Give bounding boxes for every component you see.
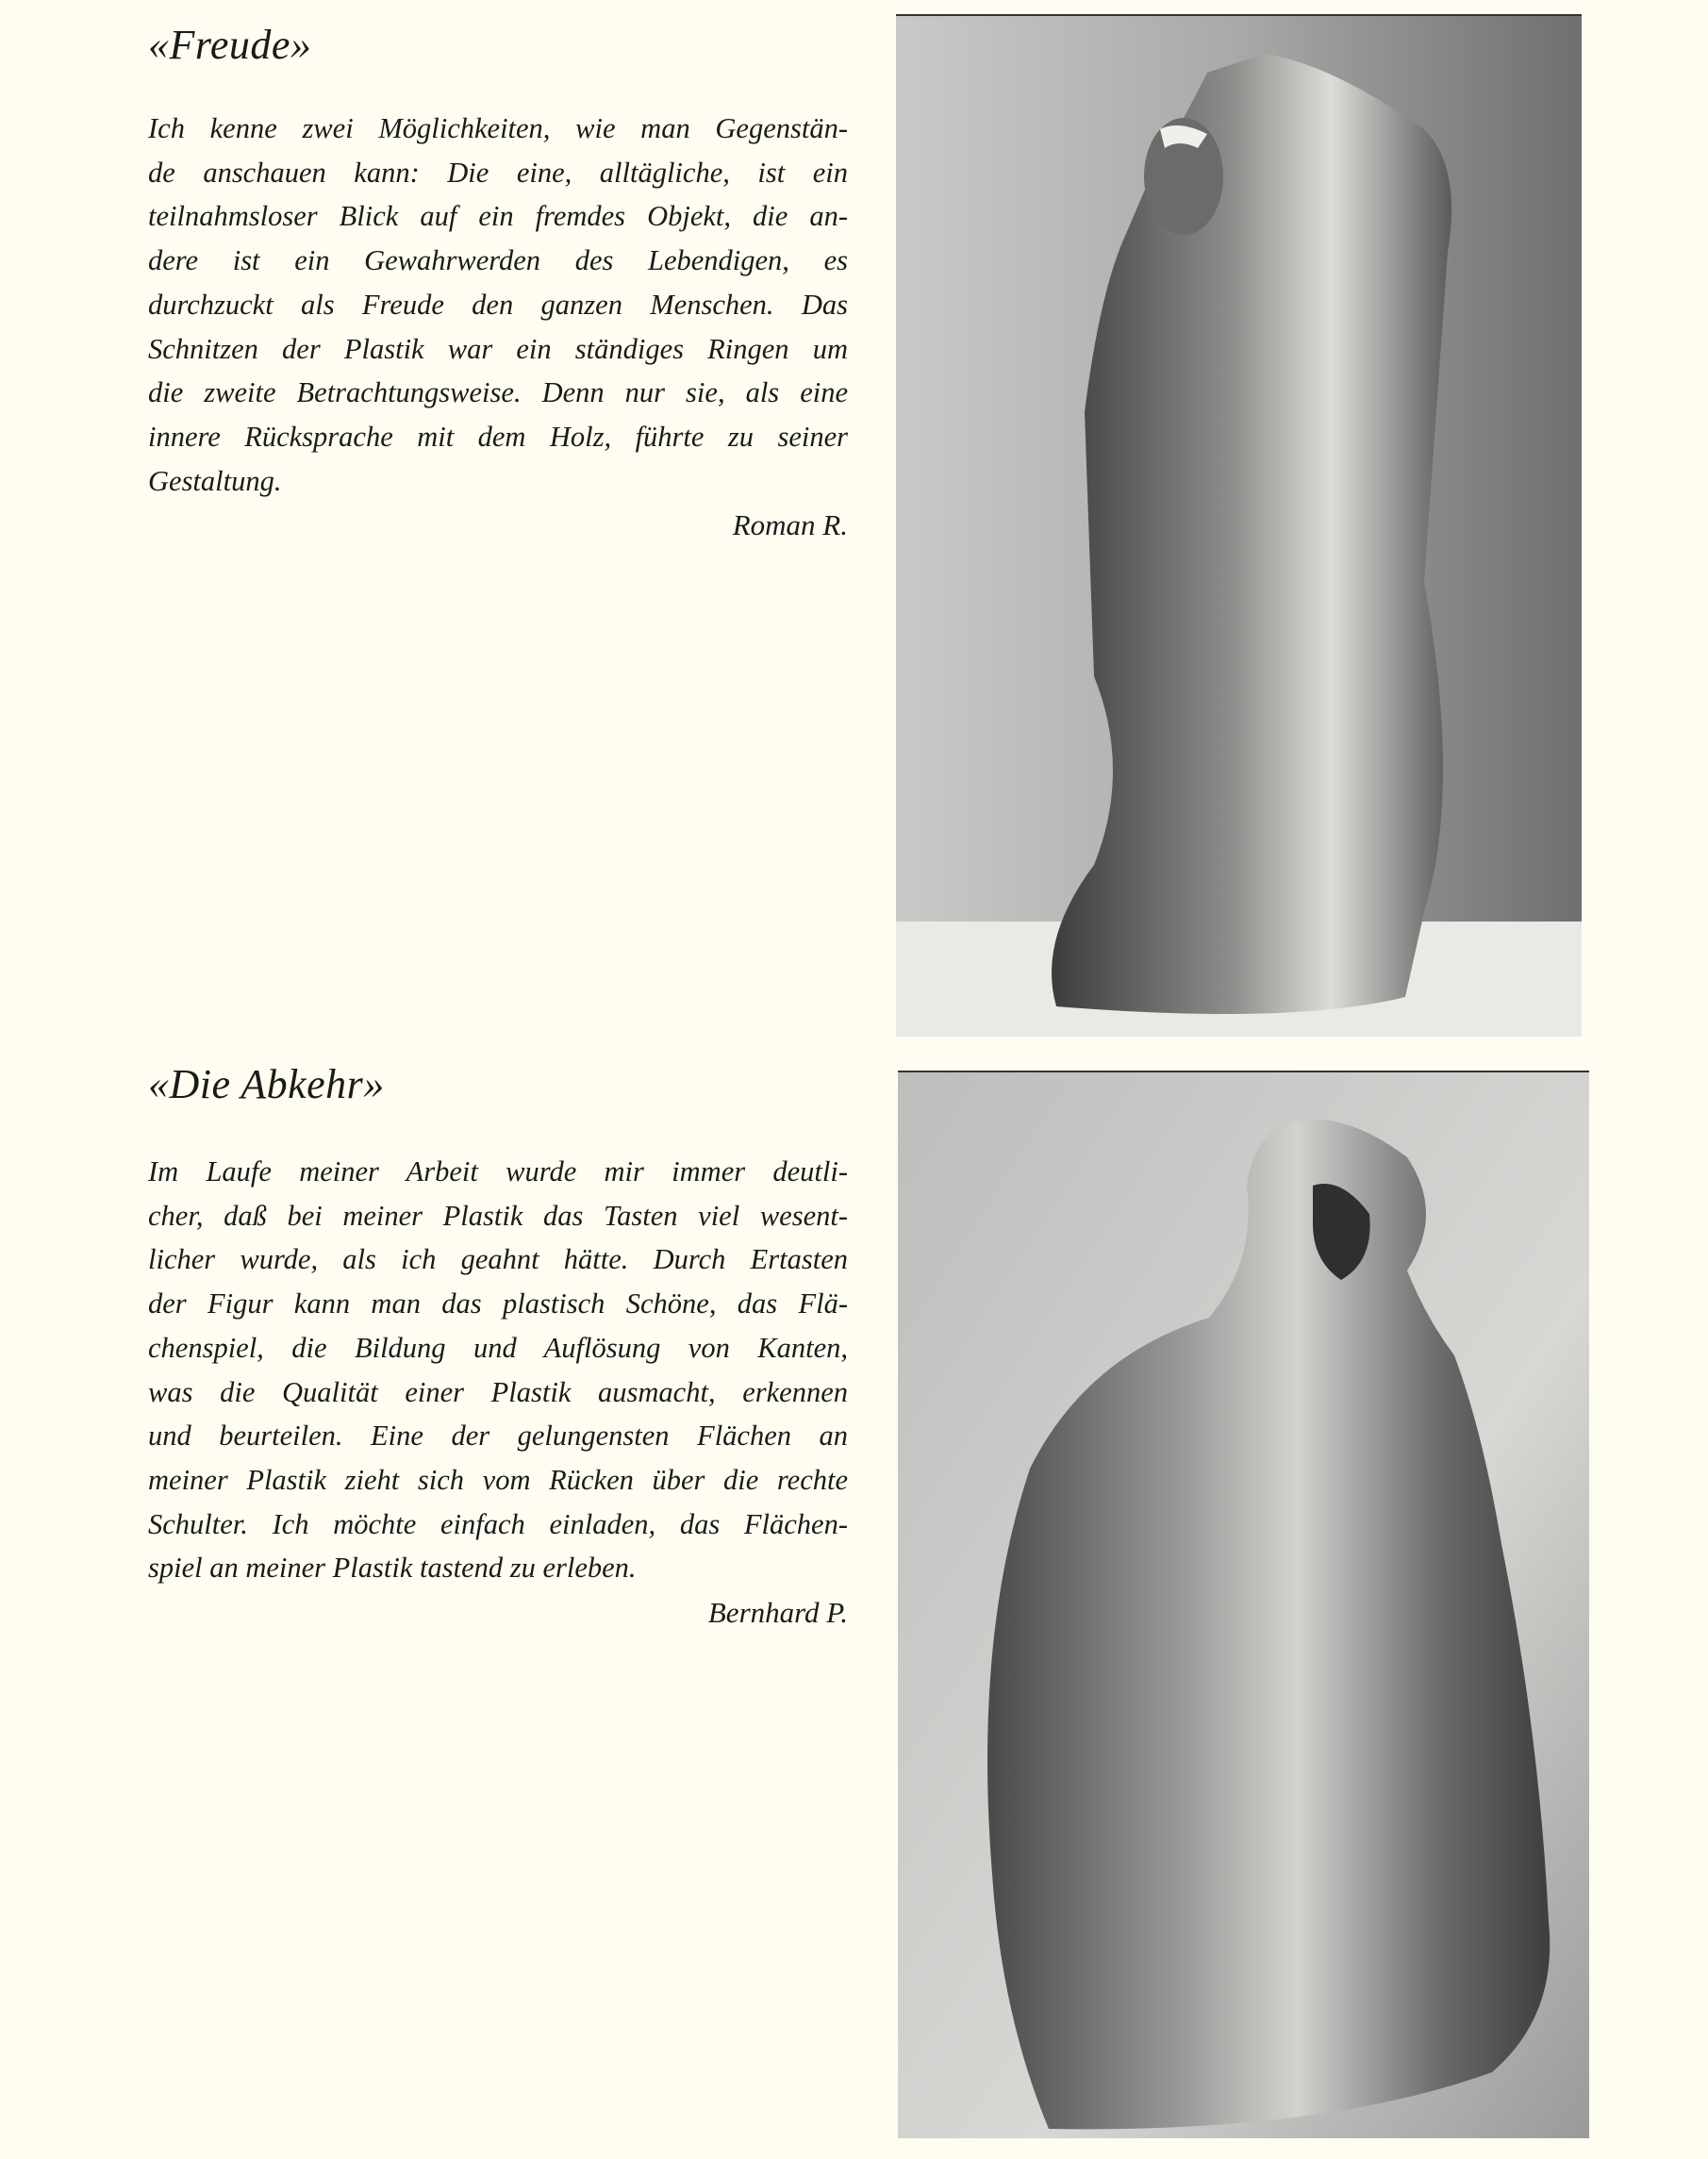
body-line: teilnahmsloser Blick auf ein fremdes Objekt, die an- — [148, 200, 848, 233]
body-line: chenspiel, die Bildung und Auflösung von Kanten, — [148, 1331, 848, 1364]
section-title: «Freude» — [148, 22, 312, 68]
body-line: innere Rücksprache mit dem Holz, führte zu seiner — [148, 420, 848, 453]
sculpture-image — [898, 1072, 1589, 2138]
body-line: was die Qualität einer Plastik ausmacht, erkennen — [148, 1375, 848, 1408]
section-freude — [148, 21, 848, 542]
author-signature: Roman R. — [732, 508, 848, 542]
body-line: licher wurde, als ich geahnt hätte. Durch Ertasten — [148, 1243, 848, 1276]
body-line: Ich kenne zwei Möglichkeiten, wie man Gegenstän- — [148, 112, 848, 144]
author-signature: Bernhard P. — [707, 1596, 848, 1630]
body-line: meiner Plastik zieht sich vom Rücken über die rechte — [148, 1463, 848, 1496]
body-line: und beurteilen. Eine der gelungensten Flächen an — [148, 1420, 848, 1453]
sculpture-photo-die-abkehr — [898, 1071, 1589, 2138]
body-line: de anschauen kann: Die eine, alltägliche, ist ein — [148, 156, 848, 189]
body-line: Im Laufe meiner Arbeit wurde mir immer deutli- — [148, 1155, 848, 1187]
sculpture-photo-freude — [896, 14, 1582, 1037]
section-body — [148, 107, 848, 503]
body-line: der Figur kann man das plastisch Schöne, das Flä- — [148, 1287, 848, 1320]
body-line: spiel an meiner Plastik tastend zu erleben. — [148, 1552, 637, 1585]
body-line: Schnitzen der Plastik war ein ständiges Ringen um — [148, 332, 848, 365]
body-line: die zweite Betrachtungsweise. Denn nur sie, als eine — [148, 376, 848, 409]
sculpture-image — [896, 16, 1582, 1037]
section-title: «Die Abkehr» — [148, 1061, 385, 1107]
body-line: dere ist ein Gewahrwerden des Lebendigen, es — [148, 244, 848, 277]
section-die-abkehr — [148, 1060, 848, 1630]
body-line: cher, daß bei meiner Plastik das Tasten viel wesent- — [148, 1199, 848, 1232]
section-body — [148, 1150, 848, 1590]
body-line: Schulter. Ich möchte einfach einladen, das Flächen- — [148, 1507, 848, 1540]
body-line: Gestaltung. — [148, 464, 282, 497]
body-line: durchzuckt als Freude den ganzen Menschen. Das — [148, 288, 848, 321]
